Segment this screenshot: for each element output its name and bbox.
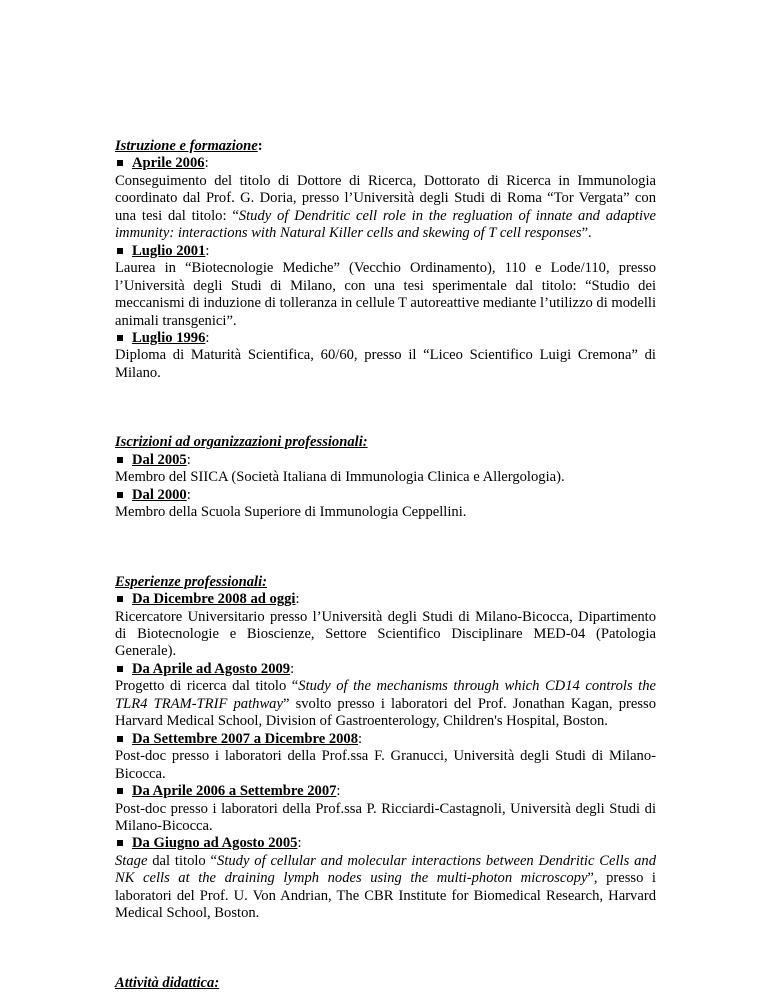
section-title: Esperienze professionali: <box>115 573 268 590</box>
bullet-icon <box>117 736 123 742</box>
section <box>115 434 656 521</box>
date-colon: : <box>336 783 341 800</box>
entry-description <box>115 469 656 486</box>
bullet-icon <box>117 492 123 498</box>
entry-date-line <box>115 661 656 678</box>
date-colon: : <box>204 155 209 172</box>
entry-text: Laurea in “Biotecnologie Mediche” (Vecchio Ordinamento), 110 e Lode/110, presso l’Università degli Studi di Milano, con una tesi sperimentale dal titolo: “Studio dei meccanismi di induzione di tolleranza in cellule T autoreattive mediante l’utilizzo di modelli animali transgenici”. <box>115 260 656 329</box>
section-spacer <box>115 522 656 574</box>
entry-text: dal titolo “ <box>147 852 218 869</box>
bullet-icon <box>117 666 123 672</box>
bullet-icon <box>117 457 123 463</box>
section <box>115 574 656 923</box>
bullet-icon <box>117 788 123 794</box>
cv-entry <box>115 783 656 835</box>
entry-text: Post-doc presso i laboratori della Prof.ssa F. Granucci, Università degli Studi di Milano-Bicocca. <box>115 748 656 782</box>
entry-text: ” svolto presso i laboratori del Prof. Jonathan Kagan, presso Harvard Medical School, Division of Gastroenterology, Children's Hospital, Boston. <box>115 695 656 730</box>
cv-entry <box>115 243 656 330</box>
entry-description <box>115 173 656 243</box>
section <box>115 975 656 992</box>
section-spacer <box>115 923 656 975</box>
entry-description <box>115 748 656 783</box>
entry-date: Luglio 1996 <box>132 329 206 346</box>
cv-entry <box>115 835 656 922</box>
cv-entry <box>115 452 656 487</box>
entry-date: Da Giugno ad Agosto 2005 <box>132 835 298 852</box>
bullet-icon <box>117 248 123 254</box>
entry-date: Dal 2000 <box>132 486 187 503</box>
entry-text: Study of the mechanisms through which CD14 controls the TLR4 TRAM-TRIF pathway <box>115 678 657 712</box>
entry-date: Da Settembre 2007 a Dicembre 2008 <box>132 730 359 747</box>
date-colon: : <box>186 486 191 503</box>
entry-description <box>115 678 656 730</box>
entry-date-line <box>115 155 656 172</box>
entry-description <box>115 801 656 836</box>
date-colon: : <box>205 242 210 259</box>
section-heading <box>115 138 656 155</box>
entry-text: Study of Dendritic cell role in the regluation of innate and adaptive immunity: interactions with Natural Killer cells and skewing of T cell responses <box>115 207 656 242</box>
entry-text: Progetto di ricerca dal titolo “ <box>115 678 299 695</box>
cv-entry <box>115 731 656 783</box>
entry-date-line <box>115 487 656 504</box>
bullet-icon <box>117 596 123 602</box>
entry-text: Membro del SIICA (Società Italiana di Immunologia Clinica e Allergologia). <box>115 469 565 486</box>
section-spacer <box>115 382 656 434</box>
entry-date-line <box>115 330 656 347</box>
section-heading <box>115 975 656 992</box>
cv-entry <box>115 330 656 382</box>
section-heading <box>115 434 656 451</box>
entry-date-line <box>115 591 656 608</box>
bullet-icon <box>117 335 123 341</box>
entry-date: Da Aprile ad Agosto 2009 <box>132 660 291 677</box>
section-heading <box>115 574 656 591</box>
cv-entry <box>115 661 656 731</box>
entry-text: Stage <box>115 852 148 869</box>
section <box>115 138 656 382</box>
entry-text: Study of cellular and molecular interactions between Dendritic Cells and NK cells at the draining lymph nodes using the multi-photon microscopy <box>115 852 656 887</box>
entry-text: Ricercatore Universitario presso l’Università degli Studi di Milano-Bicocca, Dipartimento di Biotecnologie e Bioscienze, Settore Scientifico Disciplinare MED-04 (Patologia Generale). <box>115 608 656 660</box>
date-colon: : <box>297 835 302 852</box>
entry-description <box>115 347 656 382</box>
entry-date-line <box>115 243 656 260</box>
date-colon: : <box>295 591 300 608</box>
entry-text: Post-doc presso i laboratori della Prof.ssa P. Ricciardi-Castagnoli, Università degli Studi di Milano-Bicocca. <box>115 800 656 834</box>
entry-date-line <box>115 731 656 748</box>
entry-date-line <box>115 835 656 852</box>
entry-date-line <box>115 783 656 800</box>
entry-date-line <box>115 452 656 469</box>
entry-date: Dal 2005 <box>132 451 187 468</box>
cv-entry <box>115 487 656 522</box>
section-title: Istruzione e formazione <box>115 138 258 154</box>
entry-text: Conseguimento del titolo di Dottore di Ricerca, Dottorato di Ricerca in Immunologia coordinato dal Prof. G. Doria, presso l’Università degli Studi di Roma “Tor Vergata” con una tesi dal titolo: “ <box>115 172 656 224</box>
entry-date: Aprile 2006 <box>132 155 205 172</box>
entry-text: ”, presso i laboratori del Prof. U. Von Andrian, The CBR Institute for Biomedical Research, Harvard Medical School, Boston. <box>115 870 656 922</box>
entry-description <box>115 504 656 521</box>
date-colon: : <box>358 730 363 747</box>
entry-description <box>115 609 656 661</box>
entry-date: Da Dicembre 2008 ad oggi <box>132 591 296 608</box>
section-title: Iscrizioni ad organizzazioni professionali: <box>115 434 368 451</box>
cv-entry <box>115 591 656 661</box>
cv-entry <box>115 155 656 242</box>
cv-document <box>115 138 656 992</box>
date-colon: : <box>186 451 191 468</box>
date-colon: : <box>205 329 210 346</box>
section-title: Attività didattica: <box>115 974 220 991</box>
entry-text: ”. <box>581 225 592 242</box>
entry-text: Membro della Scuola Superiore di Immunologia Ceppellini. <box>115 504 467 521</box>
entry-description <box>115 853 656 923</box>
heading-colon: : <box>257 138 263 154</box>
bullet-icon <box>117 160 123 166</box>
entry-description <box>115 260 656 330</box>
entry-date: Da Aprile 2006 a Settembre 2007 <box>132 783 337 800</box>
entry-date: Luglio 2001 <box>132 242 206 259</box>
date-colon: : <box>290 660 295 677</box>
entry-text: Diploma di Maturità Scientifica, 60/60, presso il “Liceo Scientifico Luigi Cremona” di Milano. <box>115 347 656 381</box>
bullet-icon <box>117 840 123 846</box>
